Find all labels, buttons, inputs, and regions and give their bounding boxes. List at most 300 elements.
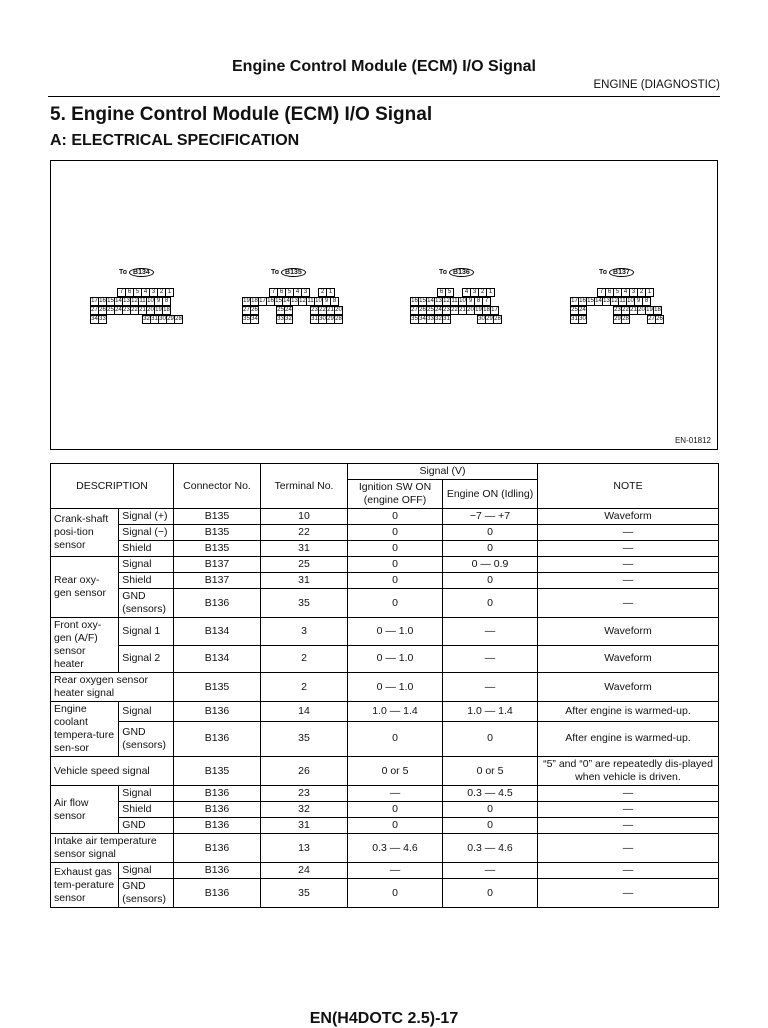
- io-signal-table: [50, 463, 719, 908]
- pin: 23: [311, 307, 318, 313]
- header-engine-on: Engine ON (Idling): [443, 480, 538, 509]
- table-row: [51, 589, 719, 618]
- pin: 17: [259, 298, 266, 304]
- pin: 5: [133, 288, 142, 297]
- pin: 28: [335, 316, 342, 322]
- connector-cell: B136: [174, 863, 261, 879]
- pin: 11: [451, 298, 458, 304]
- table-row: [51, 702, 719, 722]
- terminal-cell: 13: [261, 834, 348, 863]
- pin: 20: [638, 307, 645, 313]
- pin: 2: [478, 288, 487, 297]
- pin-row: [571, 316, 664, 325]
- sub-description-cell: GND: [119, 818, 174, 834]
- note-cell: “5” and “0” are repeatedly dis-played when vehicle is driven.: [538, 757, 719, 786]
- pin: 4: [462, 288, 471, 297]
- ignition-on-cell: 0: [348, 818, 443, 834]
- pin: 7: [482, 297, 491, 306]
- connector-label: [439, 265, 502, 279]
- pin: 33: [277, 316, 284, 322]
- connector-cell: B136: [174, 879, 261, 908]
- pin: 30: [579, 316, 586, 322]
- pin-gap: [596, 316, 605, 325]
- header-connector: Connector No.: [174, 464, 261, 509]
- ignition-on-cell: 0: [348, 541, 443, 557]
- pin: 16: [267, 298, 274, 304]
- engine-on-cell: 0 or 5: [443, 757, 538, 786]
- note-cell: After engine is warmed-up.: [538, 702, 719, 722]
- pin-gap: [587, 307, 596, 316]
- ignition-on-cell: 1.0 — 1.4: [348, 702, 443, 722]
- terminal-cell: 14: [261, 702, 348, 722]
- pin: 5: [445, 288, 454, 297]
- sub-description-cell: Signal (+): [119, 509, 174, 525]
- table-row: [51, 834, 719, 863]
- pin-gap: [596, 307, 605, 316]
- engine-on-cell: 0: [443, 879, 538, 908]
- header-terminal: Terminal No.: [261, 464, 348, 509]
- sub-description-cell: Shield: [119, 573, 174, 589]
- table-row: [51, 863, 719, 879]
- pin: 33: [427, 316, 434, 322]
- pin: 15: [587, 298, 594, 304]
- ignition-on-cell: —: [348, 786, 443, 802]
- page-header-title: Engine Control Module (ECM) I/O Signal: [232, 58, 536, 75]
- table-row: [51, 645, 719, 673]
- table-row: [51, 673, 719, 702]
- pin-gap: [460, 316, 469, 325]
- pin: 9: [634, 297, 643, 306]
- pin: 12: [299, 298, 306, 304]
- ignition-on-cell: 0: [348, 525, 443, 541]
- terminal-cell: 25: [261, 557, 348, 573]
- sub-description-cell: Signal: [119, 702, 174, 722]
- engine-on-cell: 1.0 — 1.4: [443, 702, 538, 722]
- engine-on-cell: 0.3 — 4.6: [443, 834, 538, 863]
- pin: 21: [327, 307, 334, 313]
- pin-row: [411, 316, 502, 325]
- engine-on-cell: 0: [443, 525, 538, 541]
- ignition-on-cell: 0: [348, 802, 443, 818]
- sub-description-cell: GND (sensors): [119, 879, 174, 908]
- pin: 8: [474, 297, 483, 306]
- note-cell: —: [538, 786, 719, 802]
- pin-row: [243, 316, 343, 325]
- description-cell: Air flow sensor: [51, 786, 119, 834]
- pin: 2: [157, 288, 166, 297]
- ignition-on-cell: 0 or 5: [348, 757, 443, 786]
- pin: 34: [91, 316, 98, 322]
- header-ignition-on: Ignition SW ON (engine OFF): [348, 480, 443, 509]
- pin: 33: [99, 316, 106, 322]
- pin: 32: [435, 316, 442, 322]
- pin: 11: [307, 298, 314, 304]
- connector-cell: B135: [174, 757, 261, 786]
- pin: 16: [411, 298, 418, 304]
- pin: 17: [491, 307, 498, 313]
- pin: 26: [419, 307, 426, 313]
- pin: 25: [107, 307, 114, 313]
- description-cell: Rear oxygen sensor heater signal: [51, 673, 174, 702]
- sub-description-cell: GND (sensors): [119, 721, 174, 756]
- pin: 8: [162, 297, 171, 306]
- ignition-on-cell: 0 — 1.0: [348, 645, 443, 673]
- note-cell: —: [538, 802, 719, 818]
- pin: 27: [411, 307, 418, 313]
- pin: 25: [571, 307, 578, 313]
- pin: 26: [251, 307, 258, 313]
- pin: 35: [411, 316, 418, 322]
- table-row: [51, 802, 719, 818]
- pin: 19: [243, 298, 250, 304]
- note-cell: —: [538, 589, 719, 618]
- pin-gap: [116, 316, 125, 325]
- table-row: [51, 541, 719, 557]
- pin: 18: [654, 307, 661, 313]
- terminal-cell: 31: [261, 573, 348, 589]
- terminal-cell: 22: [261, 525, 348, 541]
- engine-on-cell: —: [443, 863, 538, 879]
- engine-on-cell: 0 — 0.9: [443, 557, 538, 573]
- connector-b136: [411, 265, 502, 325]
- table-row: [51, 786, 719, 802]
- ignition-on-cell: 0: [348, 573, 443, 589]
- pin: 32: [285, 316, 292, 322]
- pin: 25: [427, 307, 434, 313]
- description-cell: Exhaust gas tem-perature sensor: [51, 863, 119, 908]
- header-divider: [48, 96, 720, 97]
- terminal-cell: 35: [261, 589, 348, 618]
- pin: 5: [285, 288, 294, 297]
- connector-cell: B134: [174, 618, 261, 646]
- connector-id-badge: B135: [281, 268, 306, 277]
- pin: 23: [123, 307, 130, 313]
- pin: 19: [646, 307, 653, 313]
- note-cell: After engine is warmed-up.: [538, 721, 719, 756]
- pin: 30: [478, 316, 485, 322]
- pin-row: [91, 316, 183, 325]
- pin: 24: [115, 307, 122, 313]
- pin: 14: [283, 298, 290, 304]
- pin: 26: [99, 307, 106, 313]
- description-cell: Rear oxy-gen sensor: [51, 557, 119, 618]
- connector-cell: B136: [174, 834, 261, 863]
- table-row: [51, 757, 719, 786]
- pin: 13: [123, 298, 130, 304]
- note-cell: —: [538, 863, 719, 879]
- pin: 30: [159, 316, 166, 322]
- pin: 4: [293, 288, 302, 297]
- pin-gap: [293, 316, 302, 325]
- table-row: [51, 618, 719, 646]
- pin: 4: [621, 288, 630, 297]
- terminal-cell: 31: [261, 541, 348, 557]
- connector-to-text: To: [439, 268, 448, 276]
- pin: 13: [435, 298, 442, 304]
- table-row: [51, 557, 719, 573]
- connector-label: [271, 265, 343, 279]
- pin: 27: [91, 307, 98, 313]
- pin: 20: [467, 307, 474, 313]
- sub-description-cell: Signal 1: [119, 618, 174, 646]
- pin: 10: [627, 298, 634, 304]
- pin: 10: [315, 298, 322, 304]
- subsection-heading: A: ELECTRICAL SPECIFICATION: [50, 132, 300, 149]
- note-cell: —: [538, 525, 719, 541]
- pin: 22: [131, 307, 138, 313]
- connector-to-text: To: [599, 268, 608, 276]
- terminal-cell: 23: [261, 786, 348, 802]
- connector-label: [119, 265, 183, 279]
- pin: 15: [419, 298, 426, 304]
- terminal-cell: 35: [261, 721, 348, 756]
- table-row: [51, 509, 719, 525]
- engine-on-cell: 0: [443, 818, 538, 834]
- pin-gap: [107, 316, 116, 325]
- pin: 13: [291, 298, 298, 304]
- pin: 2: [637, 288, 646, 297]
- connector-cell: B135: [174, 541, 261, 557]
- pin: 22: [451, 307, 458, 313]
- ignition-on-cell: 0: [348, 589, 443, 618]
- pin: 1: [165, 288, 174, 297]
- pin: 27: [648, 316, 655, 322]
- pin: 30: [319, 316, 326, 322]
- section-label: ENGINE (DIAGNOSTIC): [593, 79, 720, 91]
- pin: 28: [175, 316, 182, 322]
- ignition-on-cell: 0: [348, 879, 443, 908]
- pin-gap: [259, 307, 268, 316]
- pin: 7: [269, 288, 278, 297]
- pin: 6: [605, 288, 614, 297]
- connector-b137: [571, 265, 664, 325]
- engine-on-cell: 0: [443, 573, 538, 589]
- pin: 28: [622, 316, 629, 322]
- connector-cell: B137: [174, 557, 261, 573]
- pin: 23: [614, 307, 621, 313]
- pin: 31: [443, 316, 450, 322]
- pin-gap: [587, 316, 596, 325]
- pin: 31: [311, 316, 318, 322]
- pin: 11: [139, 298, 146, 304]
- sub-description-cell: Shield: [119, 541, 174, 557]
- terminal-cell: 2: [261, 645, 348, 673]
- pin: 1: [486, 288, 495, 297]
- pin: 3: [629, 288, 638, 297]
- pin: 3: [149, 288, 158, 297]
- sub-description-cell: Signal: [119, 557, 174, 573]
- table-row: [51, 879, 719, 908]
- pin: 9: [154, 297, 163, 306]
- pin: 5: [613, 288, 622, 297]
- connector-id-badge: B137: [609, 268, 634, 277]
- terminal-cell: 2: [261, 673, 348, 702]
- ignition-on-cell: —: [348, 863, 443, 879]
- connector-cell: B134: [174, 645, 261, 673]
- pin: 31: [571, 316, 578, 322]
- pin: 18: [251, 298, 258, 304]
- description-cell: Intake air temperature sensor signal: [51, 834, 174, 863]
- pin: 34: [419, 316, 426, 322]
- engine-on-cell: —: [443, 618, 538, 646]
- description-cell: Vehicle speed signal: [51, 757, 174, 786]
- pin: 23: [443, 307, 450, 313]
- pin: 16: [99, 298, 106, 304]
- pin: 6: [277, 288, 286, 297]
- pin: 19: [475, 307, 482, 313]
- pin: 15: [275, 298, 282, 304]
- engine-on-cell: 0.3 — 4.5: [443, 786, 538, 802]
- header-signal: Signal (V): [348, 464, 538, 480]
- terminal-cell: 10: [261, 509, 348, 525]
- engine-on-cell: 0: [443, 541, 538, 557]
- table-row: [51, 721, 719, 756]
- pin: 12: [131, 298, 138, 304]
- ignition-on-cell: 0 — 1.0: [348, 673, 443, 702]
- connector-to-text: To: [271, 268, 280, 276]
- note-cell: —: [538, 818, 719, 834]
- sub-description-cell: Signal: [119, 786, 174, 802]
- pin: 3: [470, 288, 479, 297]
- pin: 1: [645, 288, 654, 297]
- pin: 31: [151, 316, 158, 322]
- description-cell: Crank-shaft posi-tion sensor: [51, 509, 119, 557]
- sub-description-cell: Signal 2: [119, 645, 174, 673]
- terminal-cell: 35: [261, 879, 348, 908]
- pin: 1: [326, 288, 335, 297]
- pin: 12: [443, 298, 450, 304]
- pin: 9: [466, 297, 475, 306]
- note-cell: —: [538, 557, 719, 573]
- pin: 27: [243, 307, 250, 313]
- pin: 8: [330, 297, 339, 306]
- pin: 13: [603, 298, 610, 304]
- pin: 17: [571, 298, 578, 304]
- pin-gap: [125, 316, 134, 325]
- page-footer: EN(H4DOTC 2.5)-17: [309, 1010, 459, 1027]
- terminal-cell: 26: [261, 757, 348, 786]
- pin: 11: [619, 298, 626, 304]
- sub-description-cell: Signal: [119, 863, 174, 879]
- pin: 24: [579, 307, 586, 313]
- note-cell: Waveform: [538, 509, 719, 525]
- pin: 20: [335, 307, 342, 313]
- connector-b134: [91, 265, 183, 325]
- connector-cell: B136: [174, 589, 261, 618]
- pin: 29: [614, 316, 621, 322]
- note-cell: Waveform: [538, 645, 719, 673]
- pin: 17: [91, 298, 98, 304]
- engine-on-cell: —: [443, 673, 538, 702]
- connector-id-badge: B136: [449, 268, 474, 277]
- pin: 10: [459, 298, 466, 304]
- connector-id-badge: B134: [129, 268, 154, 277]
- ignition-on-cell: 0: [348, 509, 443, 525]
- note-cell: —: [538, 834, 719, 863]
- pin-gap: [293, 307, 302, 316]
- ignition-on-cell: 0: [348, 721, 443, 756]
- pin: 15: [107, 298, 114, 304]
- connector-b135: [243, 265, 343, 325]
- table-row: [51, 525, 719, 541]
- pin: 21: [459, 307, 466, 313]
- sub-description-cell: GND (sensors): [119, 589, 174, 618]
- note-cell: Waveform: [538, 618, 719, 646]
- connector-cell: B137: [174, 573, 261, 589]
- pin: 35: [243, 316, 250, 322]
- connector-cell: B136: [174, 786, 261, 802]
- table-row: [51, 818, 719, 834]
- connector-diagram: [50, 160, 718, 450]
- sub-description-cell: Shield: [119, 802, 174, 818]
- pin: 6: [437, 288, 446, 297]
- pin: 26: [656, 316, 663, 322]
- pin: 7: [597, 288, 606, 297]
- pin: 2: [318, 288, 327, 297]
- pin: 29: [167, 316, 174, 322]
- connector-cell: B136: [174, 818, 261, 834]
- pin: 10: [147, 298, 154, 304]
- header-description: DESCRIPTION: [51, 464, 174, 509]
- pin: 18: [483, 307, 490, 313]
- connector-cell: B136: [174, 721, 261, 756]
- pin: 19: [155, 307, 162, 313]
- pin: 24: [285, 307, 292, 313]
- note-cell: —: [538, 541, 719, 557]
- pin: 7: [117, 288, 126, 297]
- connector-cell: B135: [174, 525, 261, 541]
- connector-cell: B136: [174, 702, 261, 722]
- ignition-on-cell: 0.3 — 4.6: [348, 834, 443, 863]
- pin: 14: [595, 298, 602, 304]
- engine-on-cell: 0: [443, 802, 538, 818]
- pin: 4: [141, 288, 150, 297]
- header-note: NOTE: [538, 464, 719, 509]
- description-cell: Front oxy-gen (A/F) sensor heater: [51, 618, 119, 673]
- pin: 18: [163, 307, 170, 313]
- note-cell: Waveform: [538, 673, 719, 702]
- pin: 34: [251, 316, 258, 322]
- connector-to-text: To: [119, 268, 128, 276]
- terminal-cell: 32: [261, 802, 348, 818]
- engine-on-cell: 0: [443, 721, 538, 756]
- pin: 29: [327, 316, 334, 322]
- pin: 25: [277, 307, 284, 313]
- note-cell: —: [538, 573, 719, 589]
- terminal-cell: 24: [261, 863, 348, 879]
- engine-on-cell: −7 — +7: [443, 509, 538, 525]
- terminal-cell: 31: [261, 818, 348, 834]
- table-row: [51, 573, 719, 589]
- pin: 28: [494, 316, 501, 322]
- connector-cell: B136: [174, 802, 261, 818]
- note-cell: —: [538, 879, 719, 908]
- pin: 32: [143, 316, 150, 322]
- pin: 20: [147, 307, 154, 313]
- section-heading: 5. Engine Control Module (ECM) I/O Signal: [50, 104, 433, 125]
- terminal-cell: 3: [261, 618, 348, 646]
- connector-cell: B135: [174, 509, 261, 525]
- engine-on-cell: 0: [443, 589, 538, 618]
- pin: 22: [319, 307, 326, 313]
- connector-label: [599, 265, 664, 279]
- pin: 14: [115, 298, 122, 304]
- pin: 16: [579, 298, 586, 304]
- description-cell: Engine coolant tempera-ture sen-sor: [51, 702, 119, 757]
- pin: 9: [322, 297, 331, 306]
- pin: 24: [435, 307, 442, 313]
- pin: 21: [139, 307, 146, 313]
